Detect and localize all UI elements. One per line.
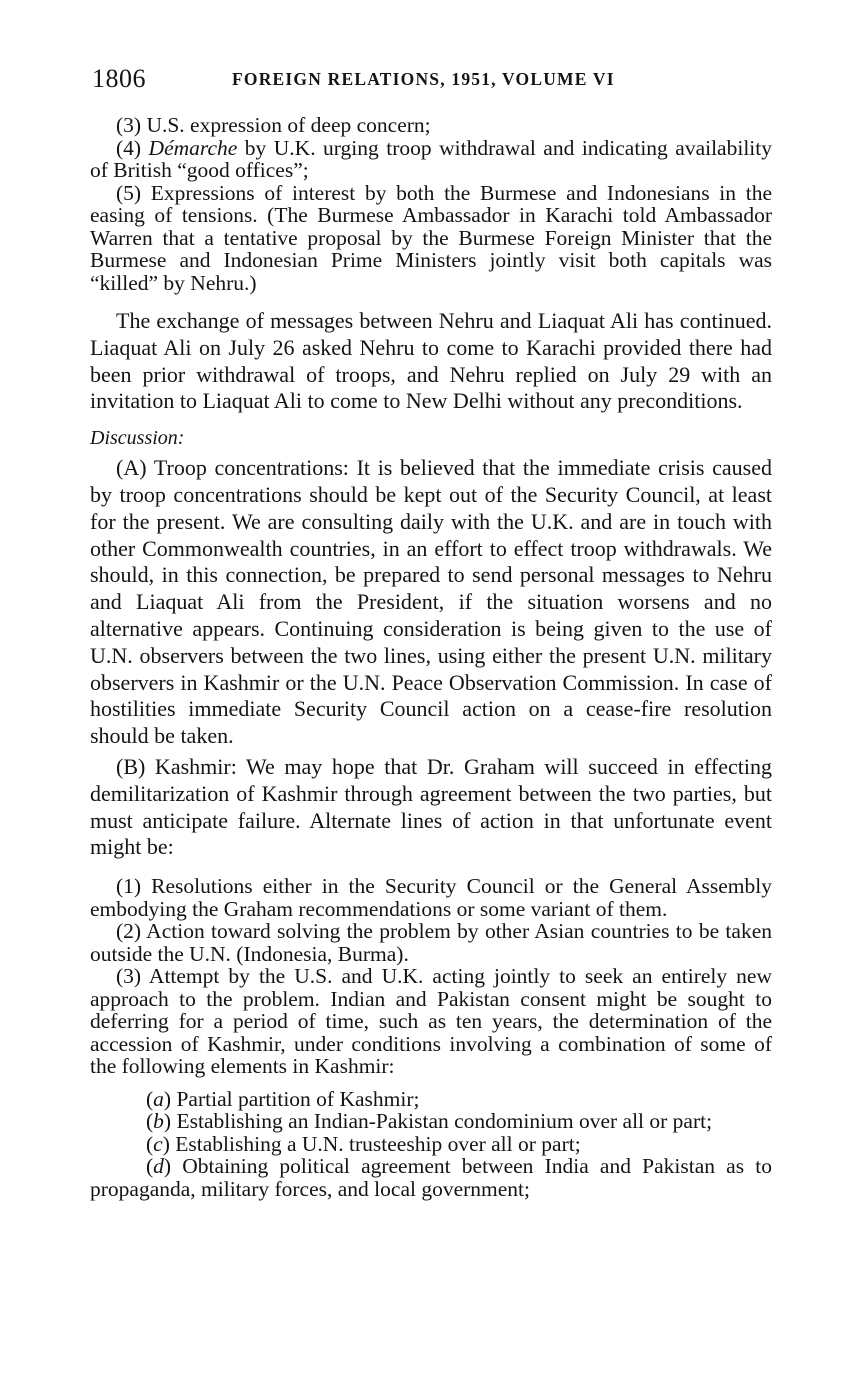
alternative-3: (3) Attempt by the U.S. and U.K. acting jointly to seek an entirely new approach to the problem. Indian and Pakistan consent might be sought to deferring for a period of time, such as ten years, the determination of the accession of Kashmir, under conditions involving a combination of some of the following elements in Kashmir:	[90, 964, 772, 1079]
running-head: FOREIGN RELATIONS, 1951, VOLUME VI	[232, 69, 615, 89]
list-item-4: (4) Démarche by U.K. urging troop withdrawal and indicating availability of British “good offices”;	[90, 135, 772, 182]
exchange-paragraph: The exchange of messages between Nehru and Liaquat Ali has continued. Liaquat Ali on July 26 asked Nehru to come to Karachi provided there had been prior withdrawal of troops, and Nehru replied on July 29 with an invitation to Liaquat Ali to come to New Delhi without any preconditions.	[90, 308, 772, 414]
element-a: (a) Partial partition of Kashmir;	[146, 1086, 420, 1111]
alternative-2: (2) Action toward solving the problem by other Asian countries to be taken outside the U.N. (Indonesia, Burma).	[90, 919, 772, 966]
element-c: (c) Establishing a U.N. trusteeship over all or part;	[146, 1131, 581, 1156]
element-letter: a	[153, 1086, 164, 1111]
element-letter: b	[153, 1109, 164, 1134]
element-letter: d	[153, 1154, 164, 1179]
element-letter: c	[153, 1131, 163, 1156]
alternative-1: (1) Resolutions either in the Security Council or the General Assembly embodying the Graham recommendations or some variant of them.	[90, 874, 772, 921]
page-body	[90, 114, 772, 1200]
paragraph-b-kashmir: (B) Kashmir: We may hope that Dr. Graham will succeed in effecting demilitarization of Kashmir through agreement between the two parties, but must anticipate failure. Alternate lines of action in that unfortunate event might be:	[90, 753, 772, 860]
discussion-heading: Discussion:	[90, 427, 185, 450]
element-b: (b) Establishing an Indian-Pakistan condominium over all or part;	[146, 1109, 713, 1134]
page-number: 1806	[92, 64, 146, 93]
page-header	[92, 64, 782, 96]
element-d: (d) Obtaining political agreement between India and Pakistan as to propaganda, military forces, and local government;	[90, 1154, 772, 1201]
list-item-5: (5) Expressions of interest by both the Burmese and Indonesians in the easing of tensions. (The Burmese Ambassador in Karachi told Ambassador Warren that a tentative proposal by the Burmese Foreign Minister that the Burmese and Indonesian Prime Ministers jointly visit both capitals was “killed” by Nehru.)	[90, 180, 772, 295]
paragraph-a-troop-concentrations: (A) Troop concentrations: It is believed that the immediate crisis caused by troop concentrations should be kept out of the Security Council, at least for the present. We are consulting daily with the U.K. and are in touch with other Commonwealth countries, in an effort to effect troop withdrawals. We should, in this connection, be prepared to send personal messages to Nehru and Liaquat Ali from the President, if the situation worsens and no alternative appears. Continuing consideration is being given to the use of U.N. observers between the two lines, using either the present U.N. military observers in Kashmir or the U.N. Peace Observation Commission. In case of hostilities immediate Security Council action on a cease-fire resolution should be taken.	[90, 455, 772, 749]
list-item-3: (3) U.S. expression of deep concern;	[116, 113, 431, 137]
demarche-italic: Démarche	[148, 135, 238, 160]
